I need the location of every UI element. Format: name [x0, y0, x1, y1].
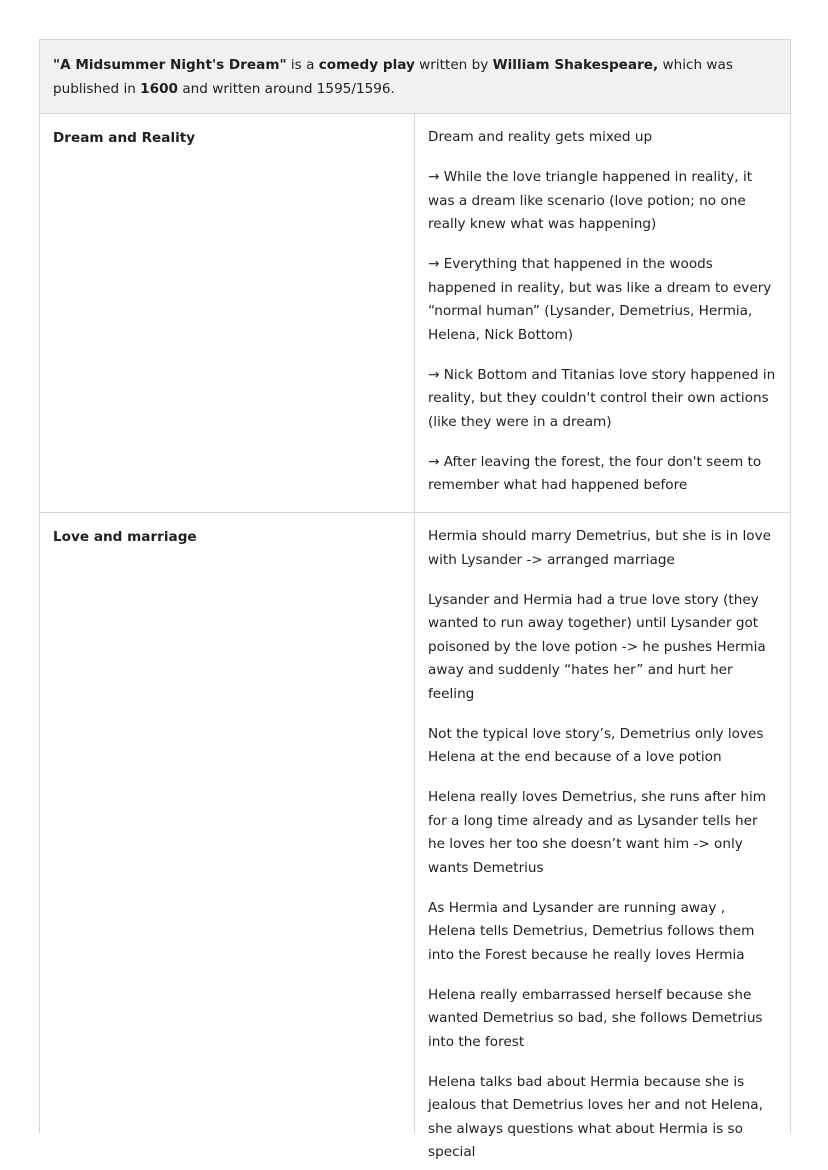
intro-text-4: and written around 1595/1596. — [178, 80, 395, 97]
intro-text-1: is a — [286, 57, 319, 73]
note-paragraph: Helena really embarrassed herself because she wanted Demetrius so bad, she follows Demetrius into the forest — [428, 986, 763, 1050]
note-paragraph: Lysander and Hermia had a true love story (they wanted to run away together) until Lysander got poisoned by the love potion -> he pushes Hermia away and suddenly “hates her” and hurt her feeling — [428, 591, 766, 702]
note-paragraph: Not the typical love story’s, Demetrius only loves Helena at the end because of a love potion — [428, 725, 764, 765]
note-paragraph: Hermia should marry Demetrius, but she is in love with Lysander -> arranged marriage — [428, 528, 771, 568]
table-row — [40, 114, 790, 513]
note-paragraph: Helena really loves Demetrius, she runs after him for a long time already and as Lysander tells her he loves her too she doesn’t want him -> only wants Demetrius — [428, 789, 766, 876]
note-paragraph: → After leaving the forest, the four don't seem to remember what had happened before — [428, 453, 762, 493]
author: William Shakespeare, — [492, 57, 659, 73]
theme-notes — [415, 114, 790, 512]
intro-text-3: which was published in — [53, 57, 733, 97]
genre: comedy play — [318, 57, 415, 73]
note-paragraph: → Everything that happened in the woods happened in reality, but was like a dream to every “normal human” (Lysander, Demetrius, Hermia, Helena, Nick Bottom) — [428, 256, 772, 343]
notes-table — [39, 39, 791, 1160]
theme-label: Love and marriage — [40, 513, 415, 1133]
publication-year: 1600 — [140, 80, 178, 97]
intro-row — [40, 40, 790, 114]
note-paragraph: As Hermia and Lysander are running away , Helena tells Demetrius, Demetrius follows them into the Forest because he really loves Hermia — [428, 899, 755, 963]
note-paragraph: Dream and reality gets mixed up — [428, 129, 653, 145]
theme-notes — [415, 513, 790, 1160]
note-paragraph: → While the love triangle happened in reality, it was a dream like scenario (love potion; no one really knew what was happening) — [428, 169, 753, 232]
intro-text-2: written by — [414, 57, 493, 73]
note-paragraph: Helena talks bad about Hermia because she is jealous that Demetrius loves her and not Helena, she always questions what about Hermia is so special — [428, 1073, 763, 1160]
play-title: "A Midsummer Night's Dream" — [53, 57, 287, 73]
theme-label: Dream and Reality — [40, 114, 415, 512]
table-row — [40, 513, 790, 1160]
note-paragraph: → Nick Bottom and Titanias love story happened in reality, but they couldn't control their own actions (like they were in a dream) — [428, 366, 776, 430]
